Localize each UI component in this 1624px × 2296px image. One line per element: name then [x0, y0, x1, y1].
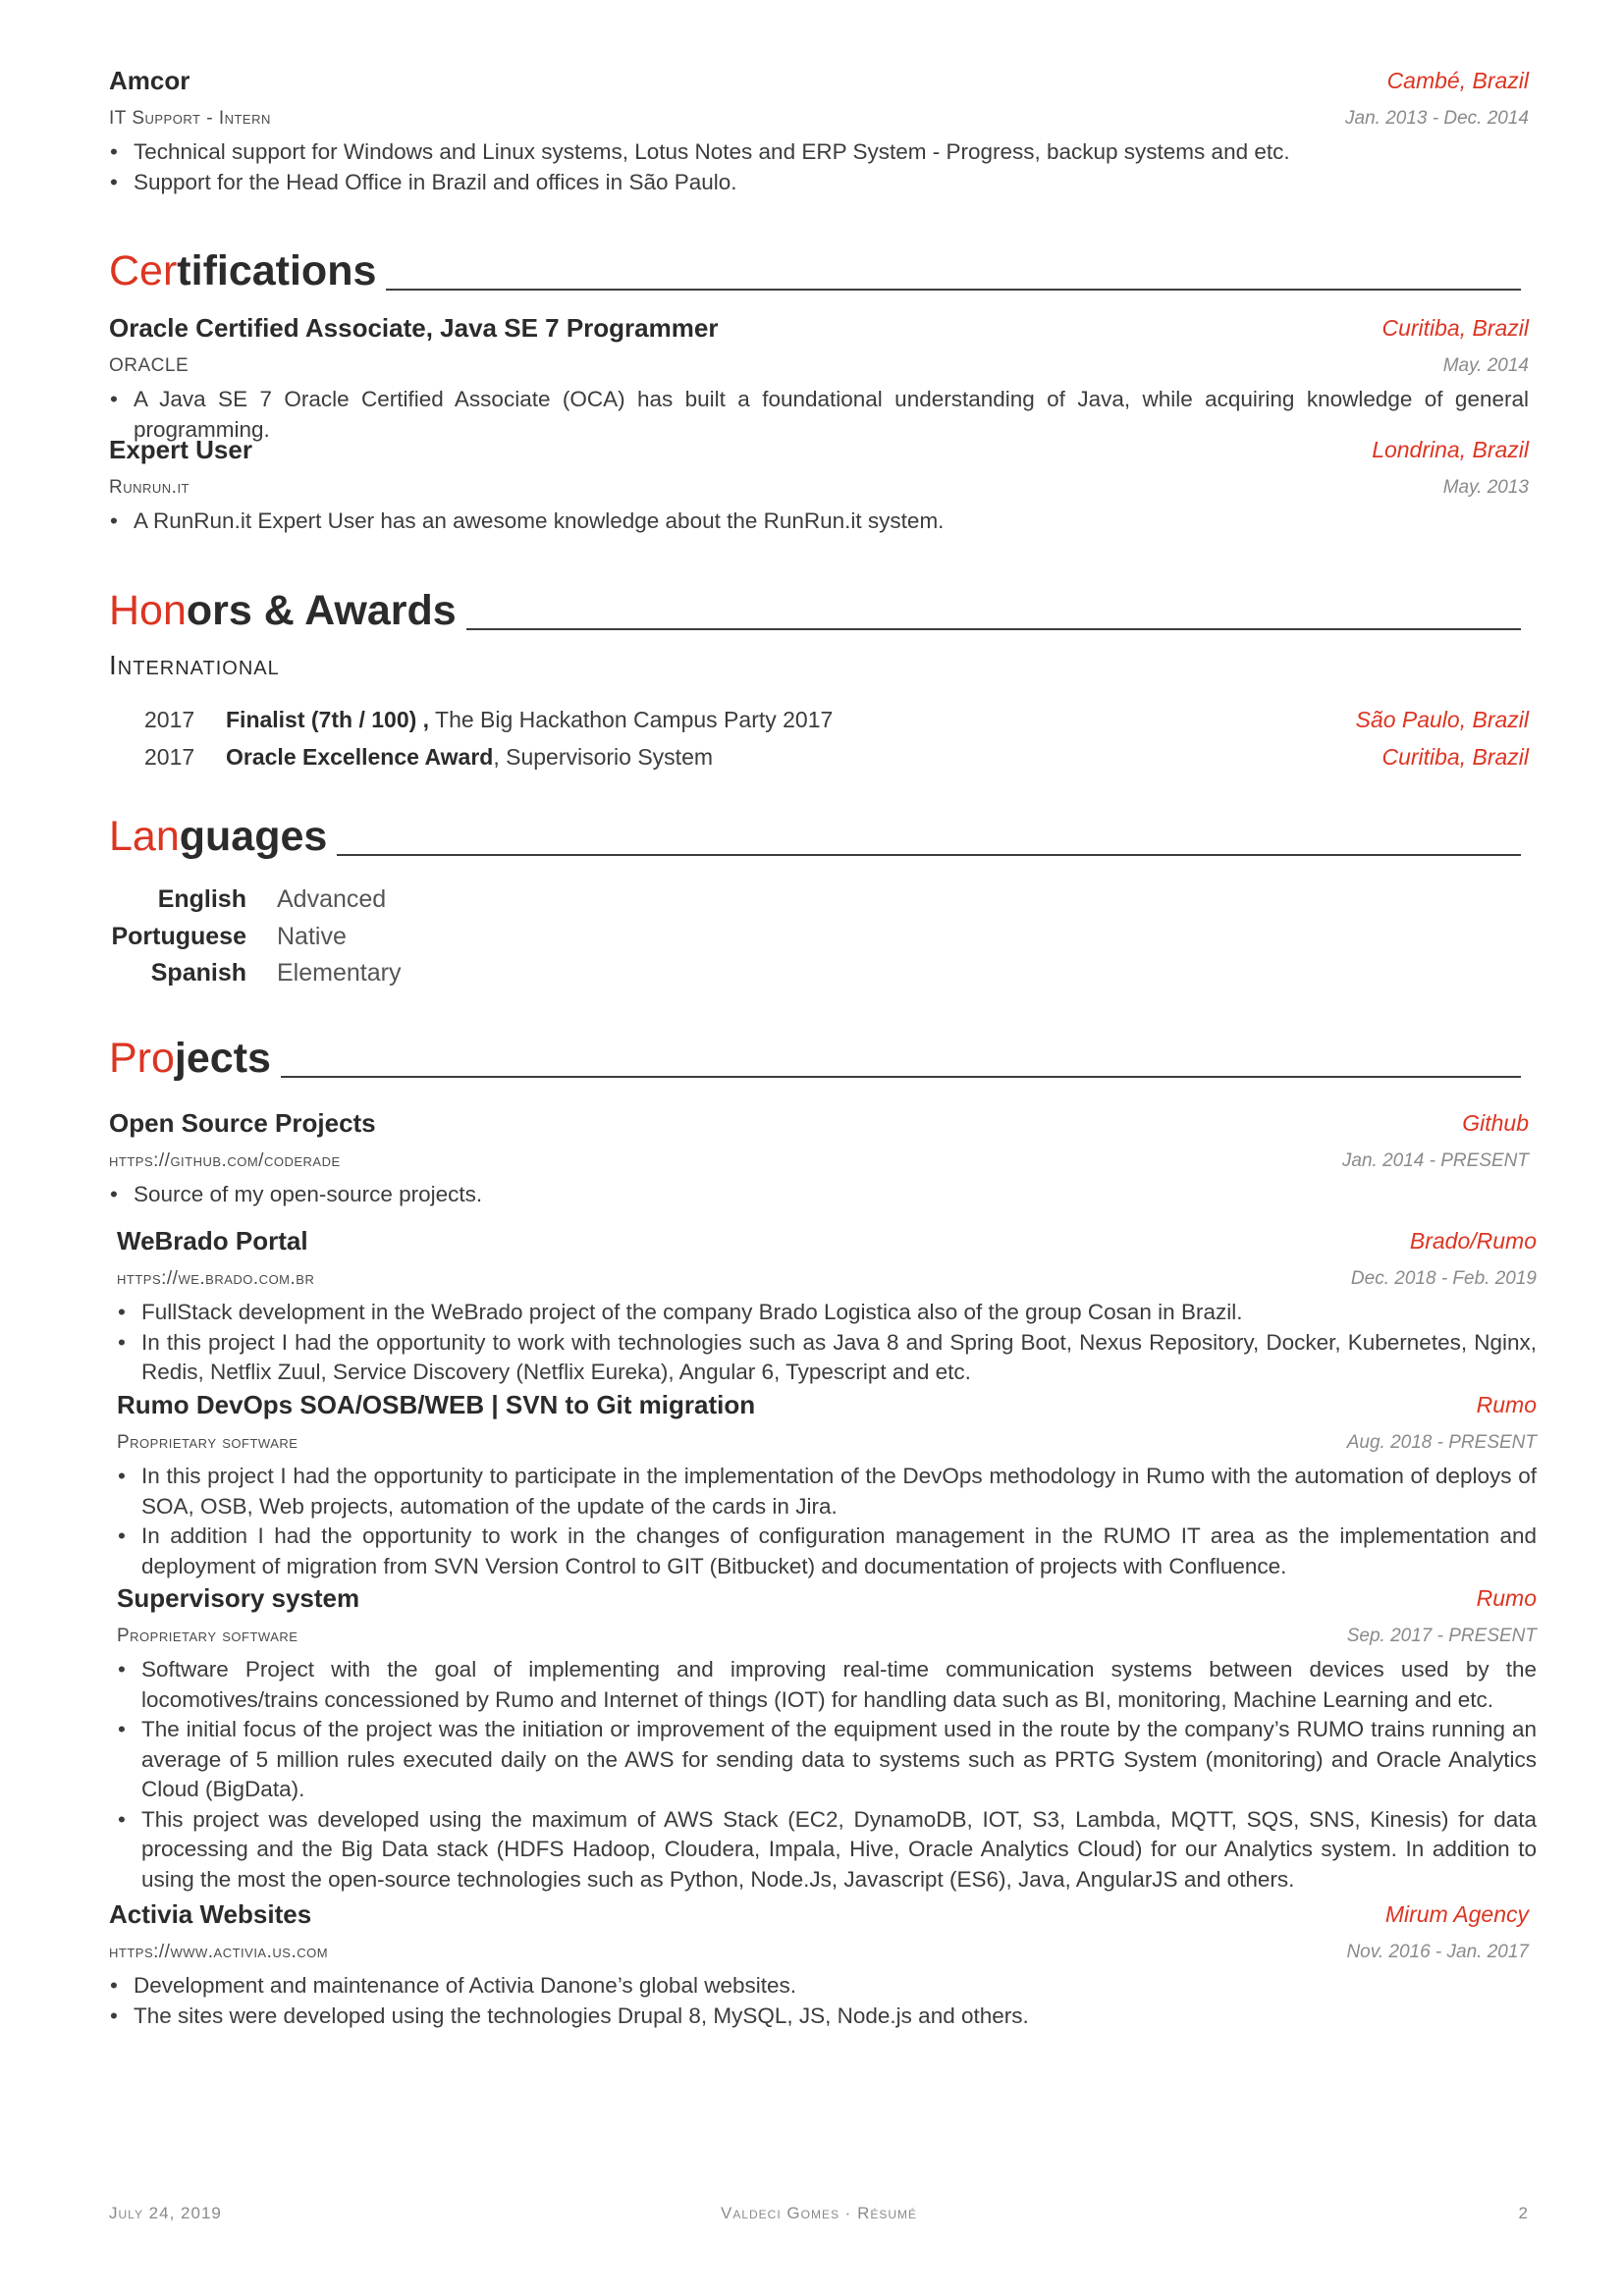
entry-url: https://we.brado.com.br	[117, 1268, 315, 1289]
project-entry	[109, 1895, 1529, 2031]
honor-location: São Paulo, Brazil	[1355, 707, 1529, 732]
honor-award: Finalist (7th / 100) ,	[226, 707, 430, 732]
bullet-item: • Source of my open-source projects.	[134, 1180, 1529, 1210]
languages-list	[109, 881, 1529, 992]
project-entry	[117, 1385, 1537, 1581]
honor-year: 2017	[144, 707, 195, 732]
entry-date: Aug. 2018 - PRESENT	[1346, 1432, 1537, 1453]
section-rule	[109, 1076, 1521, 1078]
entry-location: Curitiba, Brazil	[1381, 315, 1529, 341]
entry-issuer: ORACLE	[109, 355, 189, 376]
page-footer	[109, 2204, 1529, 2233]
entry-url: Proprietary software	[117, 1626, 298, 1646]
entry-date: May. 2013	[1442, 477, 1529, 498]
language-level: Native	[277, 922, 347, 950]
project-entry	[109, 1103, 1529, 1210]
entry-title: Rumo DevOps SOA/OSB/WEB | SVN to Git migration	[117, 1390, 756, 1419]
honor-award: Oracle Excellence Award	[226, 744, 494, 770]
footer-page-number: 2	[1518, 2204, 1529, 2222]
language-level: Elementary	[277, 959, 402, 987]
title-accent: Pro	[109, 1035, 175, 1082]
certification-entry	[109, 308, 1529, 445]
honor-text	[226, 738, 713, 775]
title-rest: tifications	[177, 247, 377, 294]
entry-date: Dec. 2018 - Feb. 2019	[1350, 1268, 1537, 1289]
entry-url: https://www.activia.us.com	[109, 1942, 329, 1962]
entry-date: May. 2014	[1442, 355, 1529, 376]
entry-bullets	[109, 137, 1529, 197]
entry-location: Rumo	[1476, 1392, 1537, 1417]
entry-date: Nov. 2016 - Jan. 2017	[1346, 1942, 1529, 1962]
bullet-item: • In this project I had the opportunity to work with technologies such as Java 8 and Spring Boot, Nexus Repository, Docker, Kubernetes, Nginx, Redis, Netflix Zuul, Service Discovery (Netflix Eureka), Angular 6, Typescript and etc.	[141, 1328, 1537, 1388]
entry-title: Open Source Projects	[109, 1108, 376, 1138]
bullet-item: • This project was developed using the maximum of AWS Stack (EC2, DynamoDB, IOT, S3, Lambda, MQTT, SQS, SNS, Kinesis) for data processing and the Big Data stack (HDFS Hadoop, Cloudera, Impala, Hive, Oracle Analytics Cloud) for our Analytics system. In addition to using the most the open-source technologies such as Python, Node.Js, Javascript (ES6), Java, AngularJS and others.	[141, 1805, 1537, 1896]
entry-date: Jan. 2014 - PRESENT	[1341, 1150, 1529, 1171]
bullet-item: • FullStack development in the WeBrado project of the company Brado Logistica also of the group Cosan in Brazil.	[141, 1298, 1537, 1328]
section-languages	[109, 801, 1529, 862]
section-title	[109, 811, 337, 862]
entry-bullets	[109, 1971, 1529, 2031]
bullet-item: • In this project I had the opportunity to participate in the implementation of the DevOps methodology in Rumo with the automation of deploys of SOA, OSB, Web projects, automation of the update of the cards in Jira.	[141, 1462, 1537, 1522]
bullet-item: • The initial focus of the project was the initiation or improvement of the equipment used in the route by the company’s RUMO trains running an average of 5 million rules executed daily on the AWS for sending data to systems such as PRTG System (monitoring) and Oracle Analytics Cloud (BigData).	[141, 1715, 1537, 1805]
section-certifications	[109, 236, 1529, 296]
bullet-item: • A Java SE 7 Oracle Certified Associate (OCA) has built a foundational understanding of Java, while acquiring knowledge of general programming.	[134, 385, 1529, 445]
entry-location: Mirum Agency	[1384, 1901, 1529, 1927]
bullet-item: • The sites were developed using the technologies Drupal 8, MySQL, JS, Node.js and others.	[134, 2002, 1529, 2032]
honor-item	[109, 738, 1529, 775]
section-title	[109, 585, 466, 636]
entry-date: Sep. 2017 - PRESENT	[1346, 1626, 1537, 1646]
entry-location: Rumo	[1476, 1585, 1537, 1611]
honor-year: 2017	[144, 744, 195, 770]
bullet-item: • A RunRun.it Expert User has an awesome knowledge about the RunRun.it system.	[134, 507, 1529, 537]
language-row	[109, 881, 1529, 919]
entry-location: Github	[1462, 1110, 1529, 1136]
entry-title: Activia Websites	[109, 1899, 312, 1929]
honor-location: Curitiba, Brazil	[1381, 744, 1529, 770]
entry-issuer: Runrun.it	[109, 477, 189, 498]
language-row	[109, 955, 1529, 992]
bullet-item: • Support for the Head Office in Brazil and offices in São Paulo.	[134, 168, 1529, 198]
title-rest: ors & Awards	[186, 587, 457, 634]
section-honors	[109, 575, 1529, 636]
section-title	[109, 1033, 281, 1084]
entry-date: Jan. 2013 - Dec. 2014	[1345, 108, 1529, 129]
bullet-item: • Development and maintenance of Activia Danone’s global websites.	[134, 1971, 1529, 2002]
entry-bullets	[109, 1180, 1529, 1210]
section-projects	[109, 1023, 1529, 1084]
entry-title: Expert User	[109, 435, 252, 464]
entry-title: Amcor	[109, 66, 190, 95]
language-name: English	[157, 885, 246, 913]
project-entry	[117, 1221, 1537, 1388]
footer-center: Valdeci Gomes · Résumé	[720, 2204, 918, 2222]
language-level: Advanced	[277, 885, 387, 913]
honors-subsection-title: International	[109, 650, 280, 680]
entry-bullets	[109, 507, 1529, 537]
entry-url: Proprietary software	[117, 1432, 298, 1453]
entry-url: https://github.com/coderade	[109, 1150, 341, 1171]
language-name: Portuguese	[111, 922, 246, 950]
language-row	[109, 919, 1529, 956]
entry-location: Cambé, Brazil	[1386, 68, 1529, 93]
language-name: Spanish	[150, 959, 246, 987]
title-accent: Lan	[109, 813, 180, 860]
honor-event: The Big Hackathon Campus Party 2017	[429, 707, 834, 732]
entry-title: Supervisory system	[117, 1583, 360, 1613]
bullet-item: • Software Project with the goal of implementing and improving real-time communication systems between devices used by the locomotives/trains concessioned by Rumo and Internet of things (IOT) for handling data such as BI, monitoring, Machine Learning and etc.	[141, 1655, 1537, 1715]
experience-entry	[109, 61, 1529, 197]
entry-location: Londrina, Brazil	[1372, 437, 1529, 462]
project-entry	[117, 1578, 1537, 1895]
title-rest: guages	[179, 813, 328, 860]
entry-title: Oracle Certified Associate, Java SE 7 Programmer	[109, 313, 719, 343]
footer-date: July 24, 2019	[109, 2204, 222, 2222]
honor-text	[226, 701, 833, 738]
honor-event: , Supervisorio System	[493, 744, 714, 770]
certification-entry	[109, 430, 1529, 537]
title-accent: Cer	[109, 247, 178, 294]
bullet-item: • Technical support for Windows and Linux systems, Lotus Notes and ERP System - Progress, backup systems and etc.	[134, 137, 1529, 168]
entry-location: Brado/Rumo	[1409, 1228, 1537, 1254]
entry-position: IT Support - Intern	[109, 108, 271, 129]
title-rest: jects	[174, 1035, 271, 1082]
honor-item	[109, 701, 1529, 738]
entry-bullets	[117, 1462, 1537, 1581]
entry-bullets	[117, 1655, 1537, 1895]
title-accent: Hon	[109, 587, 187, 634]
entry-title: WeBrado Portal	[117, 1226, 308, 1255]
section-title	[109, 245, 386, 296]
entry-bullets	[117, 1298, 1537, 1388]
bullet-item: • In addition I had the opportunity to work in the changes of configuration management in the RUMO IT area as the implementation and deployment of migration from SVN Version Control to GIT (Bitbucket) and documentation of projects with Confluence.	[141, 1522, 1537, 1581]
